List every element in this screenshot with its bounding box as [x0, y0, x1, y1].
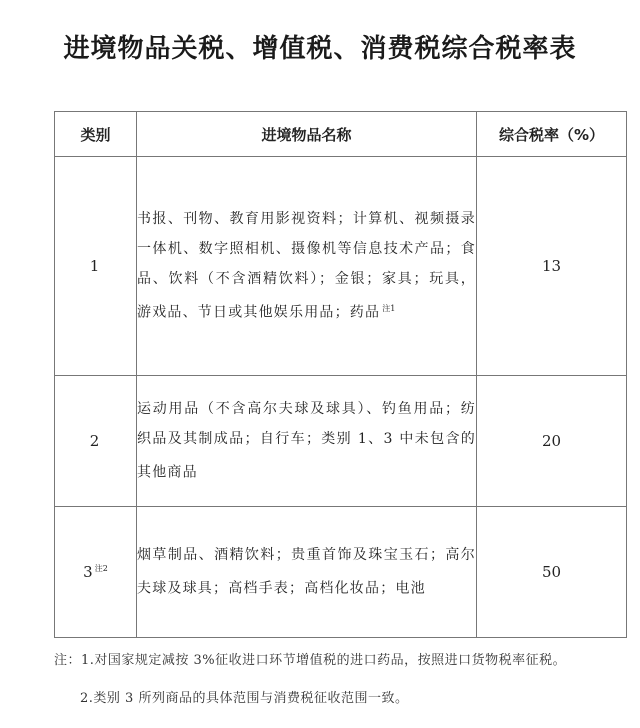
tax-rate-cell: [477, 507, 627, 638]
category-cell: [55, 507, 137, 638]
table-row: [55, 507, 627, 638]
tax-rate-value: 20: [541, 432, 562, 450]
item-name-text: 烟草制品、酒精饮料；贵重首饰及珠宝玉石；高尔夫球及球具；高档手表；高档化妆品；电池: [137, 547, 476, 597]
tax-rate-cell: [477, 376, 627, 507]
header-tax-rate: 综合税率（%）: [477, 112, 627, 157]
tax-rate-value: 50: [541, 563, 562, 581]
footnotes: [54, 650, 634, 710]
footnote-2: 2.类别 3 所列商品的具体范围与消费税征收范围一致。: [80, 691, 409, 706]
category-value: 3: [83, 563, 93, 581]
header-item-name: 进境物品名称: [137, 112, 477, 157]
item-name-cell: [137, 376, 477, 507]
footnote-1: 注：1.对国家规定减按 3%征收进口环节增值税的进口药品，按照进口货物税率征税。: [54, 653, 567, 668]
item-name-text: 书报、刊物、教育用影视资料；计算机、视频摄录一体机、数字照相机、摄像机等信息技术产品；食品、饮料（不含酒精饮料）；金银；家具；玩具，游戏品、节日或其他娱乐用品；药品: [137, 211, 476, 321]
item-note-mark: 注1: [382, 304, 396, 314]
category-value: 2: [89, 432, 100, 450]
item-name-cell: [137, 507, 477, 638]
item-name-cell: [137, 157, 477, 376]
category-note-mark: 注2: [94, 564, 108, 573]
tax-rate-cell: [477, 157, 627, 376]
table-header-row: [55, 112, 627, 157]
category-cell: [55, 376, 137, 507]
item-name-text: 运动用品（不含高尔夫球及球具）、钓鱼用品；纺织品及其制成品；自行车；类别 1、3 中未包含的其他商品: [137, 401, 476, 481]
category-cell: [55, 157, 137, 376]
category-value: 1: [89, 257, 100, 275]
table-row: [55, 157, 627, 376]
header-category: 类别: [55, 112, 137, 157]
tax-rate-value: 13: [541, 257, 562, 275]
page-title: 进境物品关税、增值税、消费税综合税率表: [63, 34, 577, 64]
table-row: [55, 376, 627, 507]
tax-rate-table: [54, 111, 627, 638]
